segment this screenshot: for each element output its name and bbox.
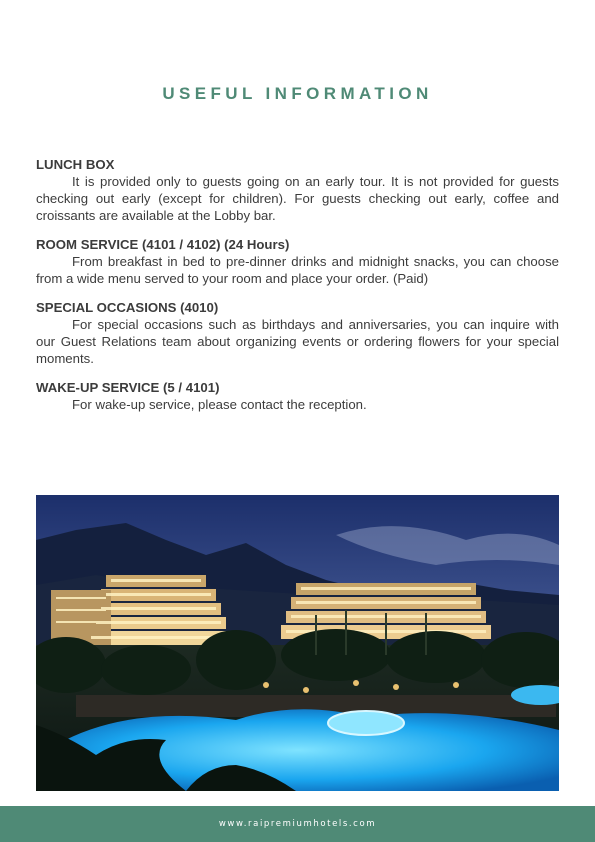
section-room-service	[36, 236, 559, 287]
section-wake-up-service	[36, 379, 559, 413]
section-heading: ROOM SERVICE (4101 / 4102) (24 Hours)	[36, 237, 290, 252]
section-body: It is provided only to guests going on an early tour. It is not provided for guests checking out early (except for children). For guests checking out early, coffee and croissants are available at the Lobby bar.	[36, 174, 559, 223]
page-title: USEFUL INFORMATION	[162, 84, 433, 103]
section-heading: LUNCH BOX	[36, 157, 115, 172]
footer-website-link[interactable]: www.raipremiumhotels.com	[218, 819, 377, 829]
info-sections	[36, 156, 559, 425]
section-body: For special occasions such as birthdays and anniversaries, you can inquire with our Guest Relations team about organizing events or ordering flowers for your special moments.	[36, 317, 559, 366]
hotel-photo	[36, 495, 559, 791]
section-heading: SPECIAL OCCASIONS (4010)	[36, 300, 219, 315]
section-lunch-box	[36, 156, 559, 224]
section-body: From breakfast in bed to pre-dinner drinks and midnight snacks, you can choose from a wide menu served to your room and place your order. (Paid)	[36, 254, 559, 286]
section-heading: WAKE-UP SERVICE (5 / 4101)	[36, 380, 220, 395]
hotel-night-illustration	[36, 495, 559, 791]
section-body: For wake-up service, please contact the reception.	[72, 397, 367, 412]
section-special-occasions	[36, 299, 559, 367]
footer-bar	[0, 806, 595, 842]
